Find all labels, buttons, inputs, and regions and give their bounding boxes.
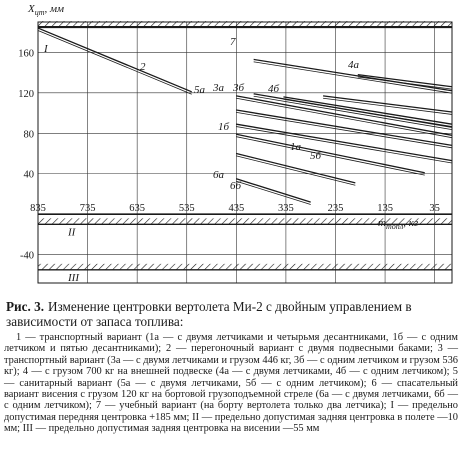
series-label-3а: 3а bbox=[213, 82, 224, 94]
series-line-shadow-4а bbox=[358, 77, 452, 89]
x-tick-label: 335 bbox=[278, 203, 294, 215]
series-label-1б: 1б bbox=[218, 121, 230, 133]
x-tick-label: 735 bbox=[79, 203, 96, 215]
series-label-6б: 6б bbox=[230, 180, 242, 192]
x-tick-label: 535 bbox=[178, 203, 195, 215]
series-line-shadow-6б bbox=[236, 181, 310, 204]
caption-label: Рис. 3. bbox=[6, 299, 44, 314]
y-axis-label: $X_{цт}$, мм bbox=[28, 3, 65, 17]
x-tick-label: 35 bbox=[429, 203, 440, 215]
series-label-7: 7 bbox=[230, 36, 236, 48]
series-line-2 bbox=[38, 28, 192, 92]
caption-title-text: Изменение центровки вертолета Ми-2 с двойным управлением в зависимости от запаса топлива: bbox=[6, 299, 412, 329]
y-tick-label: 40 bbox=[23, 169, 34, 181]
series-line-4б bbox=[323, 96, 452, 112]
caption-legend-text: 1 — транспортный вариант (1а — с двумя летчиками и четырьмя десантниками, 1б — с одним летчиком и пятью десантниками); 2 — перегоночный вариант с двумя подвесными баками; 3 — транспортный вариант (3а — с двумя летчиками и грузом 446 кг, 3б — с одним летчиком и грузом 536 кг); 4 — с грузом 700 кг на внешней подвеске (4а — с двумя летчиками, 4б — с одним летчиком); 5 — санитарный вариант (5а — с двумя летчиками, 5б — с одним летчиком); 6 — спасательный вариант висения с грузом 120 кг на бортовой грузоподъемной стреле (6а — с двумя летчиками, 6б — с одним летчиком); 7 — учебный вариант (на борту вертолета только два летчика); I — предельно допустимая передняя центровка +185 мм; II — предельно допустимая задняя центровка в полете —10 мм; III — предельно допустимая задняя центровка на висении —55 мм bbox=[4, 332, 458, 435]
limit-label: III bbox=[68, 271, 79, 284]
series-label-5б: 5б bbox=[310, 150, 322, 162]
series-label-I: I bbox=[44, 43, 48, 55]
series-line-shadow-2 bbox=[38, 30, 192, 94]
series-label-4б: 4б bbox=[268, 83, 280, 95]
x-axis-label: $m_{топл}$, кг bbox=[378, 217, 419, 232]
series-label-1а: 1а bbox=[290, 141, 301, 153]
series-label-5а: 5а bbox=[194, 84, 205, 96]
series-line-shadow-6а bbox=[236, 156, 355, 185]
series-line-6а bbox=[236, 154, 355, 183]
x-tick-label: 635 bbox=[129, 203, 146, 215]
figure-caption bbox=[4, 300, 458, 435]
series-line-6б bbox=[236, 179, 310, 202]
x-tick-label: 135 bbox=[377, 203, 393, 215]
y-tick-label: -40 bbox=[20, 250, 34, 262]
series-label-6а: 6а bbox=[213, 169, 224, 181]
chart-series bbox=[38, 21, 452, 204]
y-tick-label: 120 bbox=[18, 88, 34, 100]
x-tick-label: 235 bbox=[327, 203, 344, 215]
series-line-shadow-3а bbox=[254, 96, 452, 129]
y-tick-label: 160 bbox=[18, 48, 34, 60]
series-label-3б: 3б bbox=[233, 82, 245, 94]
y-tick-label: 80 bbox=[23, 129, 34, 141]
series-label-2: 2 bbox=[140, 61, 146, 73]
series-labels bbox=[43, 36, 360, 284]
limit-label: II bbox=[68, 226, 76, 239]
x-tick-label: 835 bbox=[30, 203, 46, 215]
series-label-4а: 4а bbox=[348, 59, 359, 71]
limit-hatch bbox=[38, 264, 452, 270]
x-tick-label: 435 bbox=[228, 203, 245, 215]
caption-title bbox=[4, 300, 458, 329]
